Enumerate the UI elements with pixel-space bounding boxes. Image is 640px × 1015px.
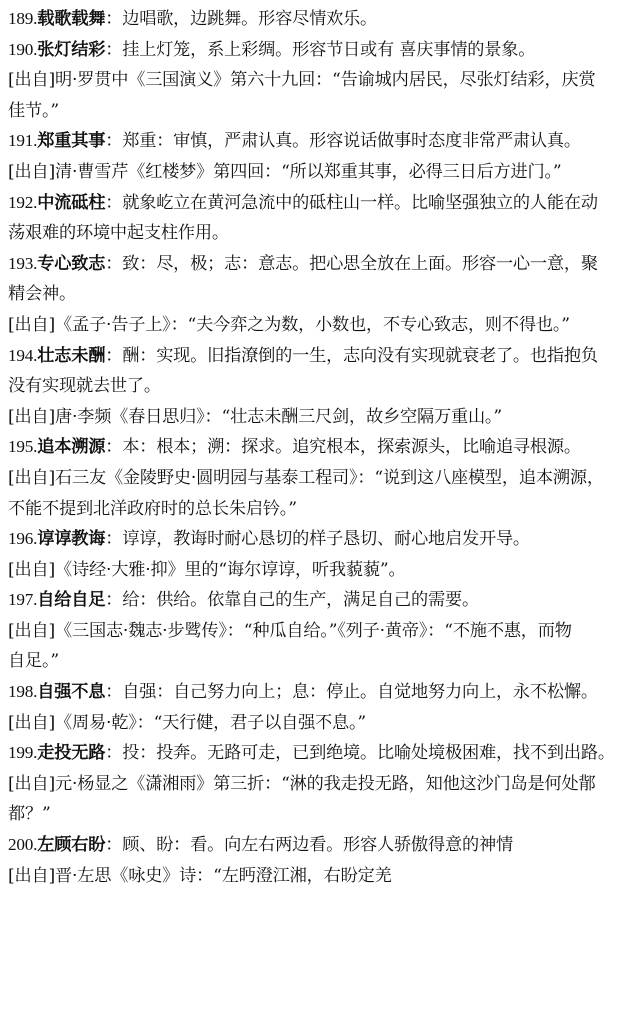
idiom-term: 郑重其事	[37, 131, 106, 152]
definition-line	[8, 126, 634, 157]
entry-number: 199.	[8, 743, 38, 763]
definition-text: 没有实现就去世了。	[8, 376, 161, 397]
definition-text: ：边唱歌，边跳舞。形容尽情欢乐。	[105, 9, 378, 29]
source-line	[8, 616, 634, 647]
entry-number: 196.	[8, 529, 38, 549]
definition-line	[8, 341, 634, 372]
definition-text: ：酬：实现。旧指潦倒的一生，志向没有实现就衰老了。也指抱负	[105, 345, 598, 366]
definition-line	[8, 585, 634, 616]
entry-number: 198.	[8, 682, 38, 702]
idiom-term: 谆谆教诲	[37, 529, 106, 550]
entry-number: 191.	[8, 131, 38, 151]
definition-text: 精会神。	[8, 284, 76, 305]
idiom-entry	[8, 4, 634, 35]
definition-line	[8, 738, 634, 769]
idiom-entry	[8, 341, 634, 433]
definition-line	[8, 830, 634, 861]
source-text: [出自]石三友《金陵野史·圆明园与基泰工程司》：“说到这八座模型，追本溯源，	[8, 467, 604, 488]
idiom-term: 追本溯源	[37, 437, 106, 458]
source-line	[8, 555, 634, 586]
idiom-entry	[8, 188, 634, 249]
source-text: 佳节。”	[8, 100, 59, 121]
source-line	[8, 769, 634, 800]
definition-text: 荡艰难的环境中起支柱作用。	[8, 223, 229, 244]
idiom-entry	[8, 738, 634, 830]
idiom-term: 自给自足	[37, 590, 106, 611]
source-line	[8, 310, 634, 341]
idiom-term: 壮志未酬	[37, 345, 106, 366]
definition-line	[8, 35, 634, 66]
idiom-entry	[8, 35, 634, 127]
idiom-term: 载歌载舞	[37, 9, 106, 29]
idiom-entry	[8, 432, 634, 524]
definition-line	[8, 188, 634, 219]
definition-text: ：自强：自己努力向上；息：停止。自觉地努力向上，永不松懈。	[105, 682, 598, 703]
source-text: 不能不提到北洋政府时的总长朱启钤。”	[8, 498, 297, 519]
source-text: 自足。”	[8, 651, 59, 672]
idiom-term: 专心致志	[37, 253, 106, 274]
source-text: [出自]清·曹雪芹《红楼梦》第四回：“所以郑重其事，必得三日后方进门。”	[8, 161, 562, 182]
entry-number: 197.	[8, 590, 38, 610]
source-text: [出自]《周易·乾》：“天行健，君子以自强不息。”	[8, 712, 366, 733]
idiom-term: 中流砥柱	[37, 192, 106, 213]
idiom-term: 自强不息	[37, 682, 106, 703]
source-text: [出自]唐·李频《春日思归》：“壮志未酬三尺剑，故乡空隔万重山。”	[8, 406, 502, 427]
source-line	[8, 494, 634, 525]
source-line	[8, 463, 634, 494]
source-text: [出自]晋·左思《咏史》诗：“左眄澄江湘，右盼定羌	[8, 865, 392, 886]
definition-text: ：本：根本；溯：探求。追究根本，探索源头，比喻追寻根源。	[105, 437, 581, 458]
source-line	[8, 157, 634, 188]
definition-line	[8, 249, 634, 280]
source-line	[8, 708, 634, 739]
idiom-term: 张灯结彩	[37, 39, 106, 60]
definition-text: ：郑重：审慎，严肃认真。形容说话做事时态度非常严肃认真。	[105, 131, 581, 152]
source-line	[8, 861, 634, 892]
idiom-entry	[8, 585, 634, 677]
source-line	[8, 402, 634, 433]
entry-number: 194.	[8, 345, 38, 365]
entry-number: 195.	[8, 437, 38, 457]
entry-number: 190.	[8, 39, 38, 59]
definition-line	[8, 432, 634, 463]
idiom-term: 左顾右盼	[37, 835, 106, 856]
definition-line	[8, 4, 634, 35]
definition-line	[8, 677, 634, 708]
idiom-entry	[8, 524, 634, 585]
definition-text: ：投：投奔。无路可走，已到绝境。比喻处境极困难，找不到出路。	[105, 743, 615, 764]
idiom-term: 走投无路	[37, 743, 106, 764]
source-line	[8, 799, 634, 830]
entry-number: 189.	[8, 9, 38, 28]
source-text: [出自]明·罗贯中《三国演义》第六十九回：“告谕城内居民，尽张灯结彩，庆赏	[8, 70, 596, 91]
definition-line	[8, 279, 634, 310]
source-text: [出自]《孟子·告子上》：“夫今弈之为数，小数也，不专心致志，则不得也。”	[8, 314, 570, 335]
definition-text: ：致：尽，极；志：意志。把心思全放在上面。形容一心一意，聚	[105, 253, 598, 274]
source-line	[8, 646, 634, 677]
idiom-entry	[8, 830, 634, 891]
source-line	[8, 96, 634, 127]
definition-text: ：就象屹立在黄河急流中的砥柱山一样。比喻坚强独立的人能在动	[105, 192, 598, 213]
idiom-entry	[8, 677, 634, 738]
entry-number: 200.	[8, 835, 38, 855]
source-line	[8, 65, 634, 96]
idiom-entry	[8, 249, 634, 341]
definition-text: ：给：供给。依靠自己的生产，满足自己的需要。	[105, 590, 479, 611]
definition-text: ：谆谆，教诲时耐心恳切的样子恳切、耐心地启发开导。	[105, 529, 530, 550]
definition-text: ：顾、盼：看。向左右两边看。形容人骄傲得意的神情	[105, 835, 513, 856]
source-text: [出自]元·杨显之《潇湘雨》第三折：“淋的我走投无路，知他这沙门岛是何处鄁	[8, 773, 596, 794]
idiom-entry	[8, 126, 634, 187]
definition-line	[8, 218, 634, 249]
definition-line	[8, 371, 634, 402]
source-text: 都？”	[8, 804, 51, 825]
source-text: [出自]《三国志·魏志·步骘传》：“种瓜自给。”《列子·黄帝》：“不施不惠，而物	[8, 620, 572, 641]
entry-number: 193.	[8, 253, 38, 273]
definition-text: ：挂上灯笼，系上彩绸。形容节日或有 喜庆事情的景象。	[105, 39, 536, 60]
source-text: [出自]《诗经·大雅·抑》里的“诲尔谆谆，听我藐藐”。	[8, 559, 406, 580]
definition-line	[8, 524, 634, 555]
entry-number: 192.	[8, 192, 38, 212]
